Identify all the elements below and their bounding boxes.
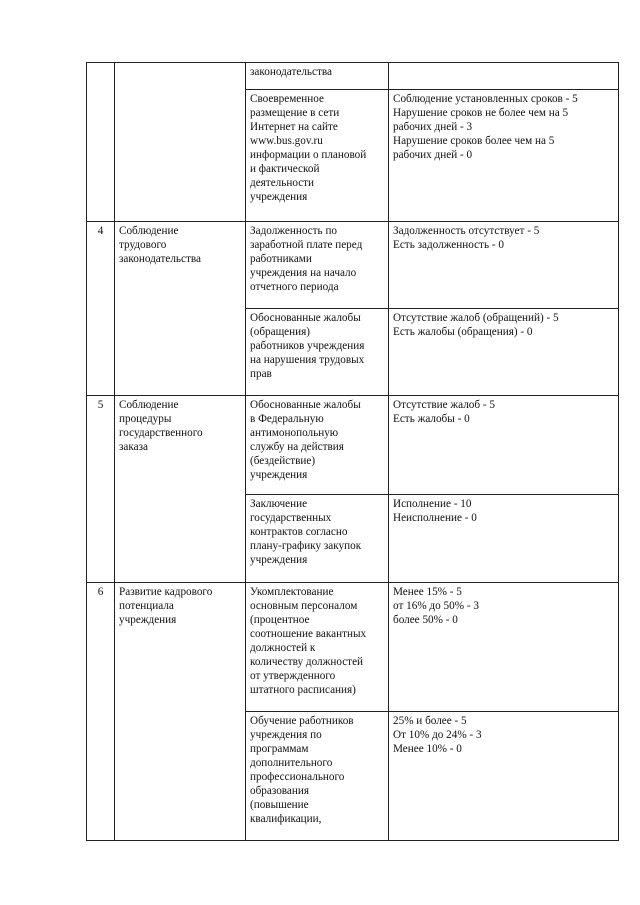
row-number: 4	[87, 222, 115, 396]
indicator-text: Обучение работников учреждения по программам дополнительного профессионального образования (повышение квалификации,	[246, 712, 389, 841]
indicator-text: законодательства	[246, 63, 389, 90]
table-row	[87, 222, 619, 309]
indicator-points: Задолженность отсутствует - 5 Есть задолженность - 0	[389, 222, 619, 309]
indicator-text: Заключение государственных контрактов согласно плану-графику закупок учреждения	[246, 495, 389, 583]
indicator-text: Обоснованные жалобы в Федеральную антимонопольную службу на действия (бездействие) учреждения	[246, 396, 389, 495]
row-number: 5	[87, 396, 115, 583]
table-row	[87, 583, 619, 712]
indicator-text: Своевременное размещение в сети Интернет на сайте www.bus.gov.ru информации о плановой и фактической деятельности учреждения	[246, 90, 389, 222]
indicator-points: Исполнение - 10 Неисполнение - 0	[389, 495, 619, 583]
indicator-points: Соблюдение установленных сроков - 5 Нарушение сроков не более чем на 5 рабочих дней - 3 Нарушение сроков более чем на 5 рабочих дней - 0	[389, 90, 619, 222]
indicator-points: Отсутствие жалоб - 5 Есть жалобы - 0	[389, 396, 619, 495]
indicator-text: Обоснованные жалобы (обращения) работников учреждения на нарушения трудовых прав	[246, 309, 389, 396]
criterion-name: Развитие кадрового потенциала учреждения	[115, 583, 246, 841]
indicator-points: Отсутствие жалоб (обращений) - 5 Есть жалобы (обращения) - 0	[389, 309, 619, 396]
criterion-name: Соблюдение процедуры государственного заказа	[115, 396, 246, 583]
row-number	[87, 63, 115, 222]
indicator-text: Укомплектование основным персоналом (процентное соотношение вакантных должностей к количеству должностей от утвержденного штатного расписания)	[246, 583, 389, 712]
table-row	[87, 63, 619, 90]
criterion-name: Соблюдение трудового законодательства	[115, 222, 246, 396]
criteria-table	[86, 62, 619, 841]
indicator-text: Задолженность по заработной плате перед работниками учреждения на начало отчетного периода	[246, 222, 389, 309]
indicator-points	[389, 63, 619, 90]
criterion-name	[115, 63, 246, 222]
table-row	[87, 396, 619, 495]
row-number: 6	[87, 583, 115, 841]
indicator-points: 25% и более - 5 От 10% до 24% - 3 Менее 10% - 0	[389, 712, 619, 841]
indicator-points: Менее 15% - 5 от 16% до 50% - 3 более 50% - 0	[389, 583, 619, 712]
